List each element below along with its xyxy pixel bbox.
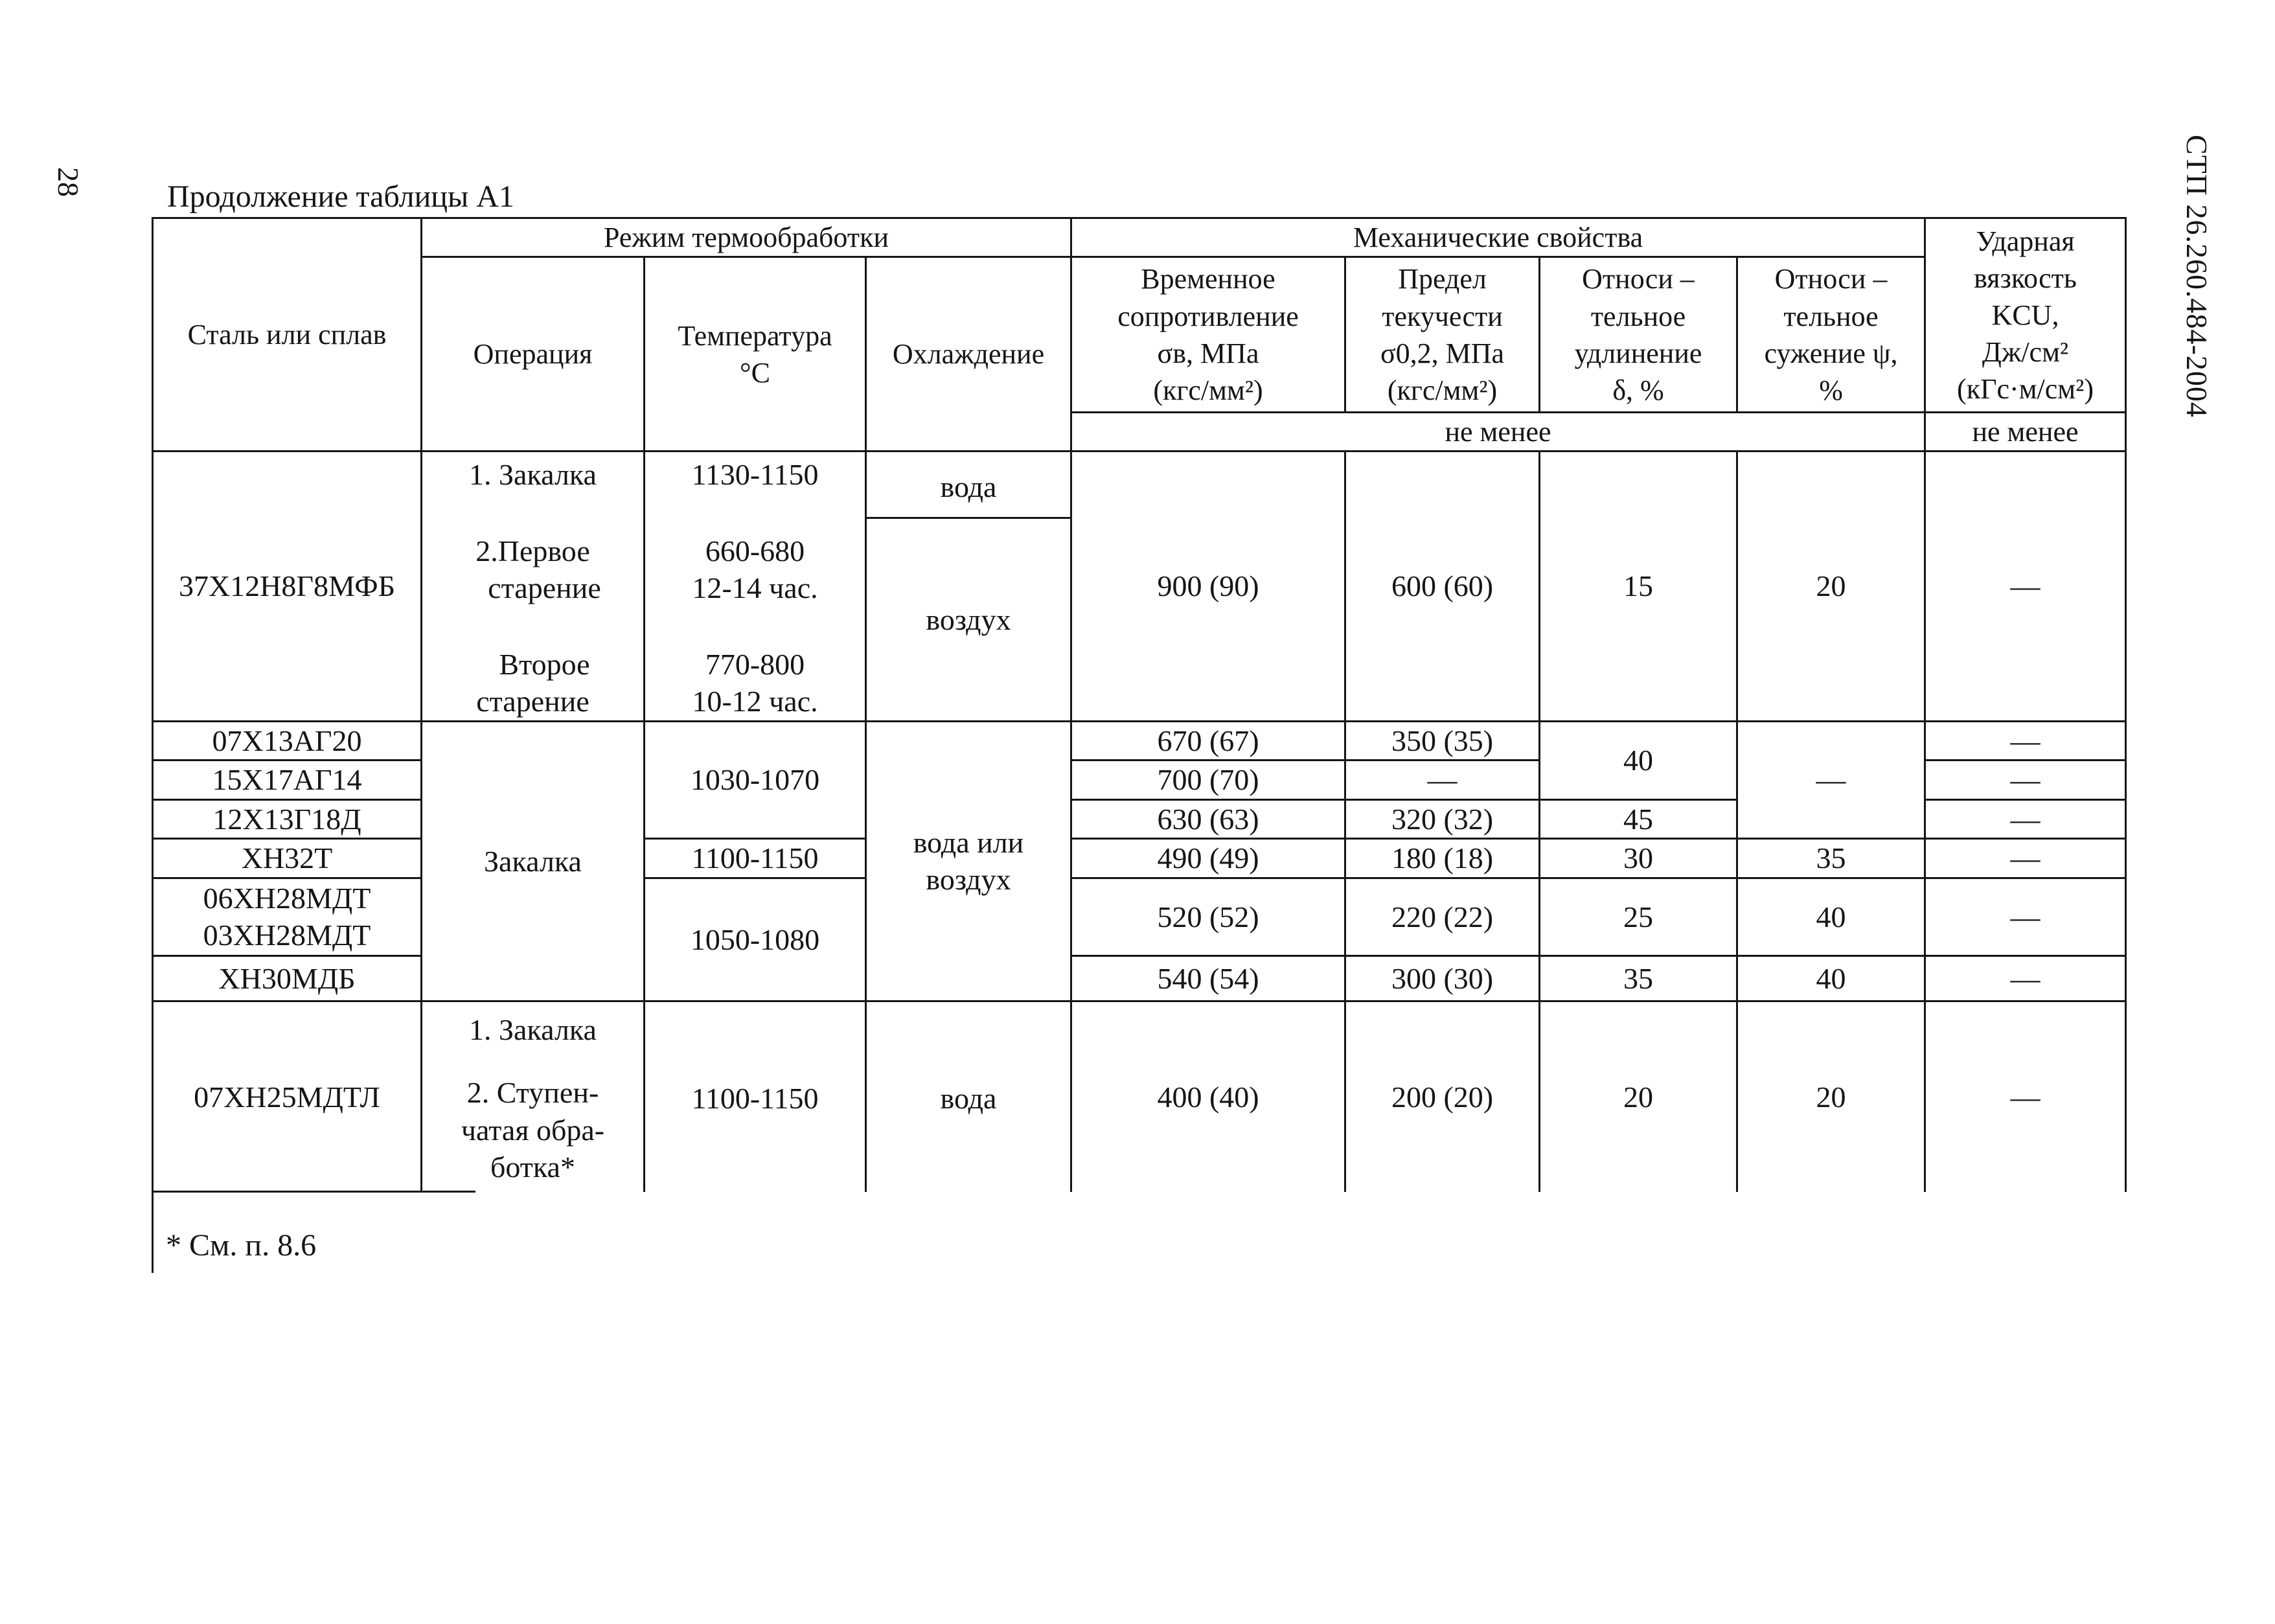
- elongation-cell: 25: [1540, 878, 1737, 955]
- tensile-cell: 670 (67): [1071, 721, 1345, 761]
- table-bottom-rule: [152, 1191, 475, 1193]
- steel-cell: 15Х17АГ14: [153, 761, 422, 800]
- header-temperature: Температура °С: [645, 257, 866, 452]
- elongation-cell: 35: [1540, 955, 1737, 1001]
- tensile-cell: 700 (70): [1071, 761, 1345, 800]
- steel-cell: 37Х12Н8Г8МФБ: [153, 452, 422, 722]
- header-steel: Сталь или сплав: [153, 218, 422, 452]
- tensile-cell: 630 (63): [1071, 799, 1345, 839]
- temperature-cell: 1130-1150 660-680 12-14 час. 770-800 10-12 час.: [645, 452, 866, 722]
- table-row: [153, 452, 2126, 518]
- header-narrowing: Относи – тельное сужение ψ, %: [1737, 257, 1925, 413]
- narrowing-cell: 35: [1737, 839, 1925, 878]
- operation-cell: Закалка: [422, 721, 645, 1001]
- impact-cell: —: [1925, 878, 2126, 955]
- cooling-cell: вода: [866, 1001, 1071, 1192]
- impact-cell: —: [1925, 452, 2126, 722]
- header-row-2: [153, 257, 2126, 413]
- yield-cell: 300 (30): [1345, 955, 1540, 1001]
- impact-cell: —: [1925, 721, 2126, 761]
- header-mechanical: Механические свойства: [1071, 218, 1925, 257]
- impact-cell: —: [1925, 799, 2126, 839]
- table-row: [153, 1001, 2126, 1192]
- yield-cell: 220 (22): [1345, 878, 1540, 955]
- temperature-cell: 1030-1070: [645, 721, 866, 839]
- header-cooling: Охлаждение: [866, 257, 1071, 452]
- table-caption: Продолжение таблицы А1: [167, 179, 514, 214]
- tensile-cell: 900 (90): [1071, 452, 1345, 722]
- tensile-cell: 490 (49): [1071, 839, 1345, 878]
- operation-cell: 1. Закалка 2. Ступен- чатая обра- ботка*: [422, 1001, 645, 1192]
- page-number: 28: [52, 167, 85, 197]
- yield-cell: 180 (18): [1345, 839, 1540, 878]
- tensile-cell: 520 (52): [1071, 878, 1345, 955]
- impact-cell: —: [1925, 955, 2126, 1001]
- document-code: СТП 26.260.484-2004: [2180, 135, 2213, 418]
- header-elongation: Относи – тельное удлинение δ, %: [1540, 257, 1737, 413]
- impact-cell: —: [1925, 839, 2126, 878]
- header-heat-treatment: Режим термообработки: [422, 218, 1071, 257]
- yield-cell: 600 (60): [1345, 452, 1540, 722]
- temperature-cell: 1100-1150: [645, 839, 866, 878]
- elongation-cell: 40: [1540, 721, 1737, 799]
- operation-cell: 1. Закалка 2.Первое старение Второе старение: [422, 452, 645, 722]
- tensile-cell: 540 (54): [1071, 955, 1345, 1001]
- properties-table: [152, 217, 2127, 1192]
- narrowing-cell: 40: [1737, 878, 1925, 955]
- steel-cell: 12Х13Г18Д: [153, 799, 422, 839]
- header-row-1: [153, 218, 2126, 257]
- header-impact: Ударная вязкость KCU, Дж/см² (кГс·м/см²): [1925, 218, 2126, 413]
- elongation-cell: 15: [1540, 452, 1737, 722]
- table-row: [153, 721, 2126, 761]
- steel-cell: 07Х13АГ20: [153, 721, 422, 761]
- temperature-cell: 1050-1080: [645, 878, 866, 1001]
- yield-cell: —: [1345, 761, 1540, 800]
- header-not-less-mech: не менее: [1071, 413, 1925, 452]
- impact-cell: —: [1925, 1001, 2126, 1192]
- impact-cell: —: [1925, 761, 2126, 800]
- header-not-less-impact: не менее: [1925, 413, 2126, 452]
- header-tensile: Временное сопротивление σв, МПа (кгс/мм²): [1071, 257, 1345, 413]
- tensile-cell: 400 (40): [1071, 1001, 1345, 1192]
- header-yield: Предел текучести σ0,2, МПа (кгс/мм²): [1345, 257, 1540, 413]
- narrowing-cell: —: [1737, 721, 1925, 839]
- yield-cell: 200 (20): [1345, 1001, 1540, 1192]
- elongation-cell: 45: [1540, 799, 1737, 839]
- cooling-cell: вода: [866, 452, 1071, 518]
- steel-cell: 07ХН25МДТЛ: [153, 1001, 422, 1192]
- yield-cell: 350 (35): [1345, 721, 1540, 761]
- steel-cell: ХН32Т: [153, 839, 422, 878]
- yield-cell: 320 (32): [1345, 799, 1540, 839]
- header-operation: Операция: [422, 257, 645, 452]
- footnote: * См. п. 8.6: [166, 1228, 317, 1263]
- narrowing-cell: 40: [1737, 955, 1925, 1001]
- cooling-cell: воздух: [866, 518, 1071, 722]
- elongation-cell: 30: [1540, 839, 1737, 878]
- left-margin-rule: [152, 1192, 154, 1273]
- cooling-cell: вода или воздух: [866, 721, 1071, 1001]
- elongation-cell: 20: [1540, 1001, 1737, 1192]
- temperature-cell: 1100-1150: [645, 1001, 866, 1192]
- steel-cell: ХН30МДБ: [153, 955, 422, 1001]
- narrowing-cell: 20: [1737, 452, 1925, 722]
- narrowing-cell: 20: [1737, 1001, 1925, 1192]
- steel-cell: 06ХН28МДТ 03ХН28МДТ: [153, 878, 422, 955]
